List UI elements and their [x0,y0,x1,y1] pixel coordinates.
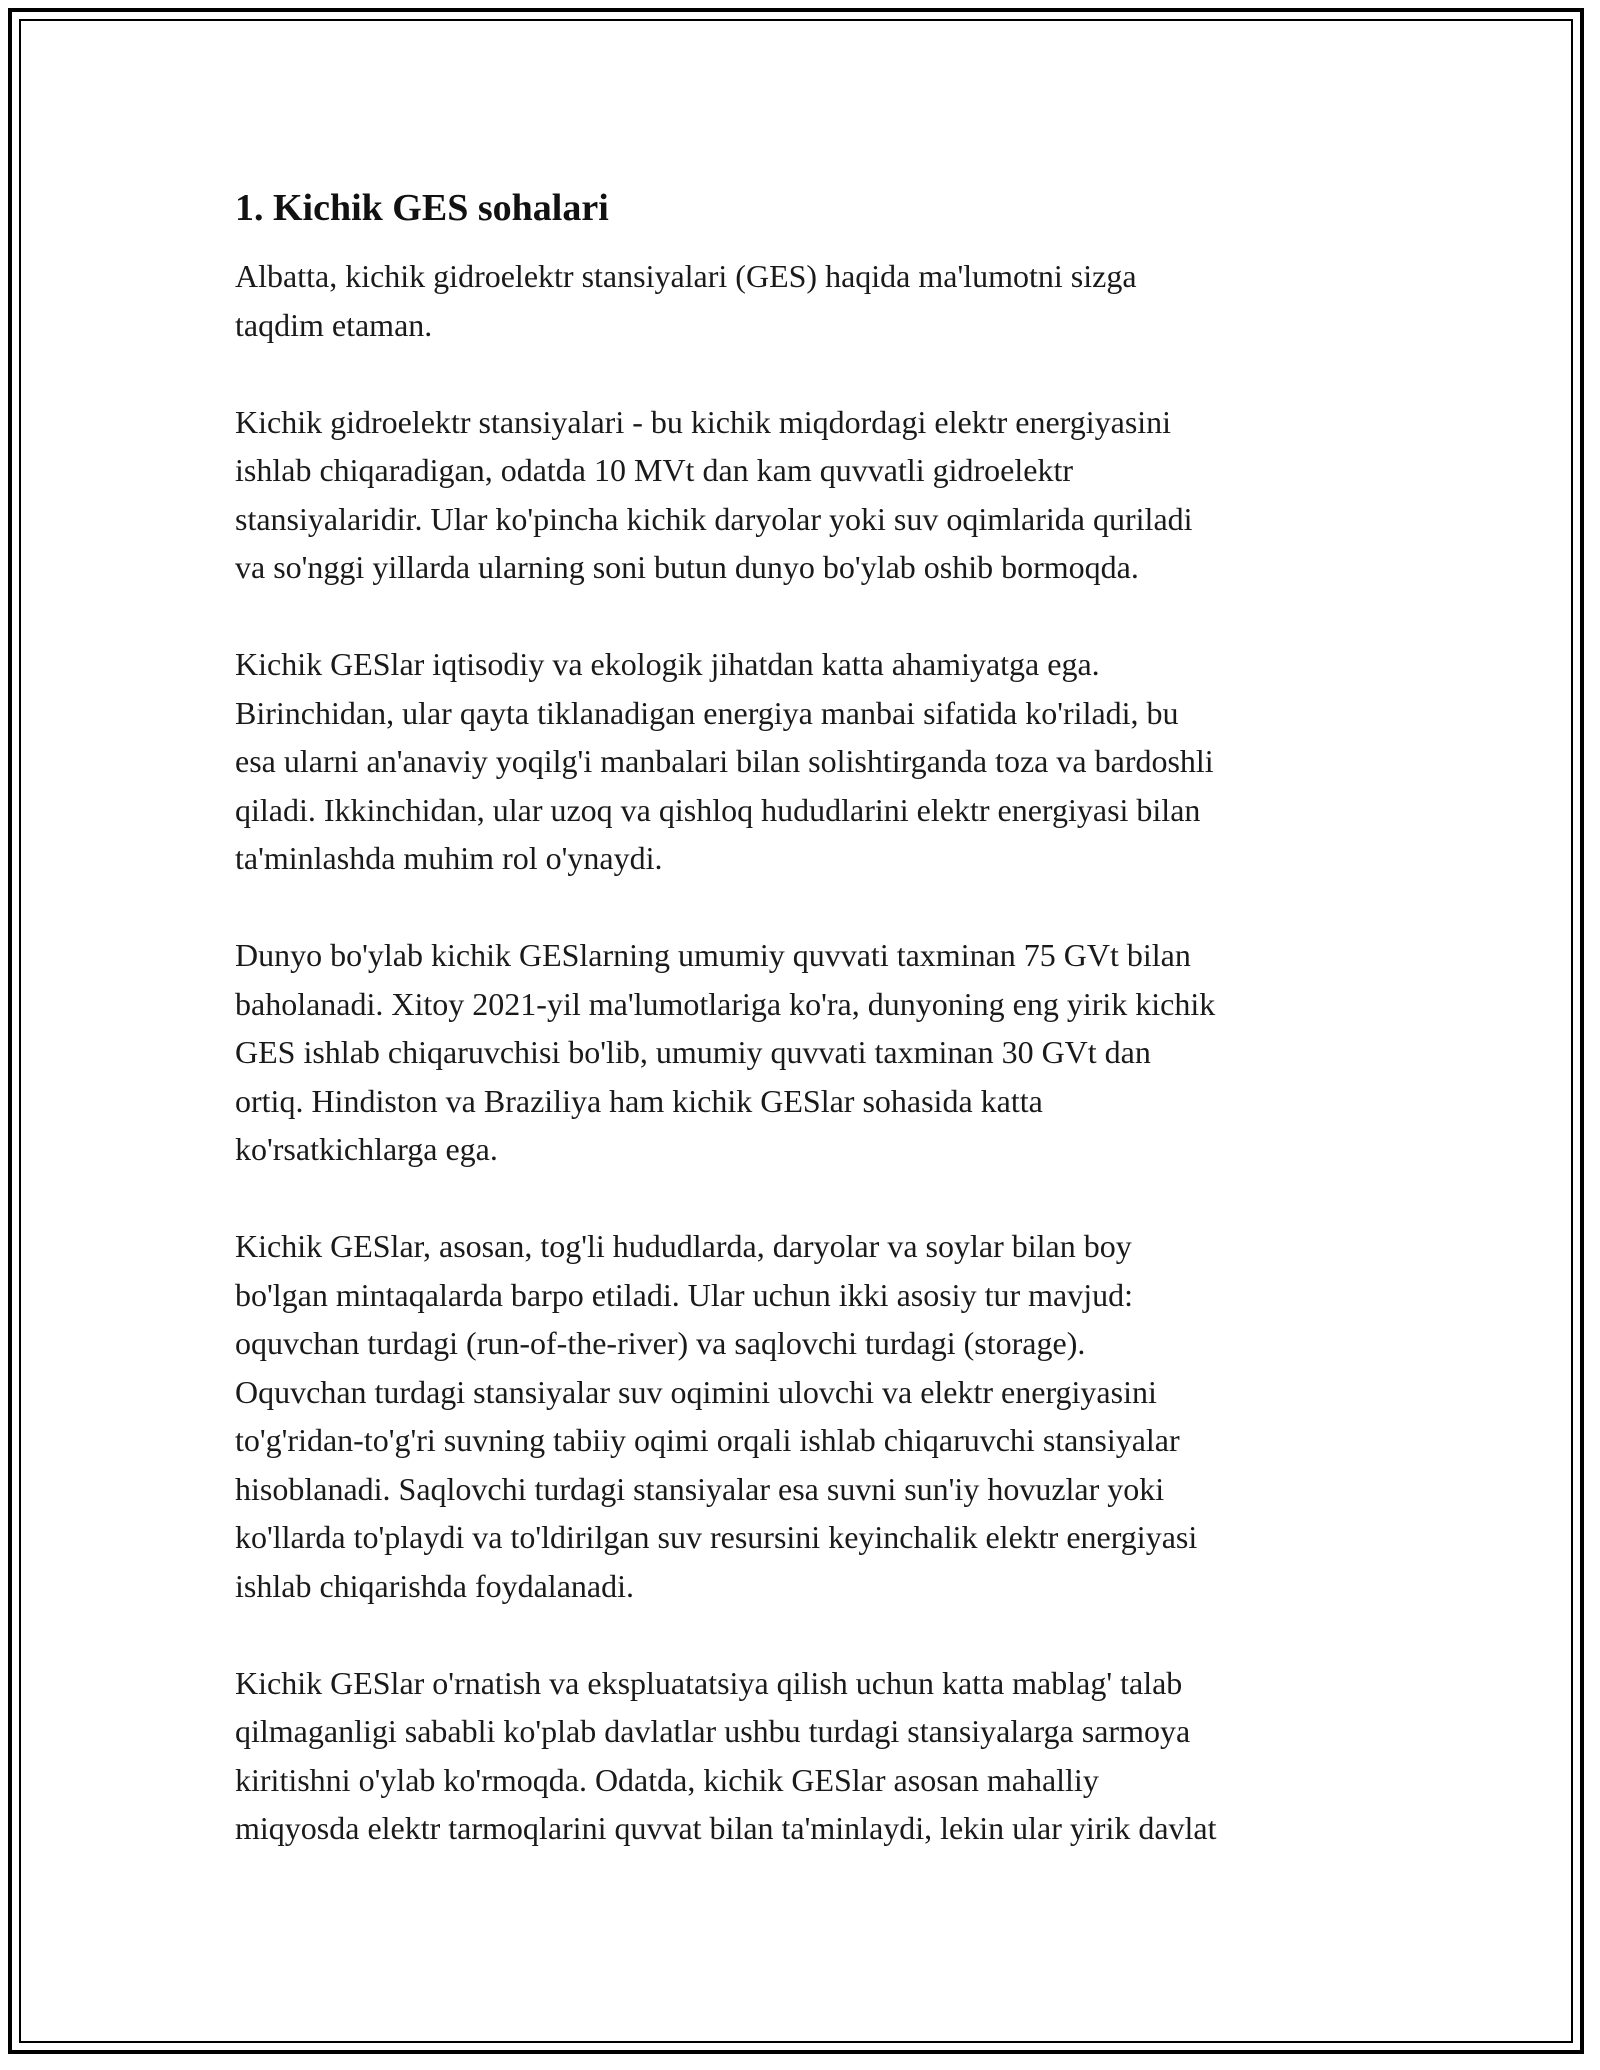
text-line: qiladi. Ikkinchidan, ular uzoq va qishloq hududlarini elektr energiyasi bilan [235,791,1201,828]
paragraph [235,931,1365,1174]
text-line: Kichik gidroelektr stansiyalari - bu kichik miqdordagi elektr energiyasini [235,403,1172,440]
text-line: bo'lgan mintaqalarda barpo etiladi. Ular uchun ikki asosiy tur mavjud: [235,1276,1133,1313]
text-line: qilmaganligi sababli ko'plab davlatlar ushbu turdagi stansiyalarga sarmoya [235,1713,1191,1749]
paragraph [235,1659,1365,1853]
paragraph [235,398,1365,592]
text-line: stansiyalaridir. Ular ko'pincha kichik daryolar yoki suv oqimlarida quriladi [235,500,1193,537]
document-body [235,184,1365,1853]
text-line: Oquvchan turdagi stansiyalar suv oqimini ulovchi va elektr energiyasini [235,1373,1157,1410]
text-line: ishlab chiqarishda foydalanadi. [235,1567,634,1604]
text-line: ko'llarda to'playdi va to'ldirilgan suv resursini keyinchalik elektr energiyasi [235,1519,1198,1555]
section-heading: 1. Kichik GES sohalari [235,187,609,229]
text-line: Kichik GESlar iqtisodiy va ekologik jihatdan katta ahamiyatga ega. [235,646,1100,682]
paragraph [235,1222,1365,1610]
text-line: Dunyo bo'ylab kichik GESlarning umumiy quvvati taxminan 75 GVt bilan [235,937,1191,973]
text-line: Kichik GESlar o'rnatish va ekspluatatsiya qilish uchun katta mablag' talab [235,1664,1183,1701]
text-line: Kichik GESlar, asosan, tog'li hududlarda, daryolar va soylar bilan boy [235,1228,1132,1264]
text-line: kiritishni o'ylab ko'rmoqda. Odatda, kichik GESlar asosan mahalliy [235,1761,1099,1798]
text-line: ishlab chiqaradigan, odatda 10 MVt dan kam quvvatli gidroelektr [235,452,1073,488]
text-line: hisoblanadi. Saqlovchi turdagi stansiyalar esa suvni sun'iy hovuzlar yoki [235,1470,1165,1507]
text-line: taqdim etaman. [235,306,433,343]
text-line: ta'minlashda muhim rol o'ynaydi. [235,840,663,876]
paragraph [235,252,1365,349]
paragraph [235,640,1365,883]
text-line: Albatta, kichik gidroelektr stansiyalari (GES) haqida ma'lumotni sizga [235,258,1137,294]
text-line: oquvchan turdagi (run-of-the-river) va saqlovchi turdagi (storage). [235,1325,1086,1361]
text-line: baholanadi. Xitoy 2021-yil ma'lumotlariga ko'ra, dunyoning eng yirik kichik [235,985,1216,1022]
text-line: va so'nggi yillarda ularning soni butun dunyo bo'ylab oshib bormoqda. [235,549,1139,585]
text-line: Birinchidan, ular qayta tiklanadigan energiya manbai sifatida ko'riladi, bu [235,694,1179,731]
text-line: miqyosda elektr tarmoqlarini quvvat bilan ta'minlaydi, lekin ular yirik davlat [235,1810,1217,1846]
text-line: ortiq. Hindiston va Braziliya ham kichik GESlar sohasida katta [235,1082,1043,1119]
text-line: to'g'ridan-to'g'ri suvning tabiiy oqimi orqali ishlab chiqaruvchi stansiyalar [235,1422,1180,1458]
text-line: esa ularni an'anaviy yoqilg'i manbalari bilan solishtirganda toza va bardoshli [235,743,1214,779]
text-line: ko'rsatkichlarga ega. [235,1131,498,1167]
text-line: GES ishlab chiqaruvchisi bo'lib, umumiy quvvati taxminan 30 GVt dan [235,1034,1151,1070]
